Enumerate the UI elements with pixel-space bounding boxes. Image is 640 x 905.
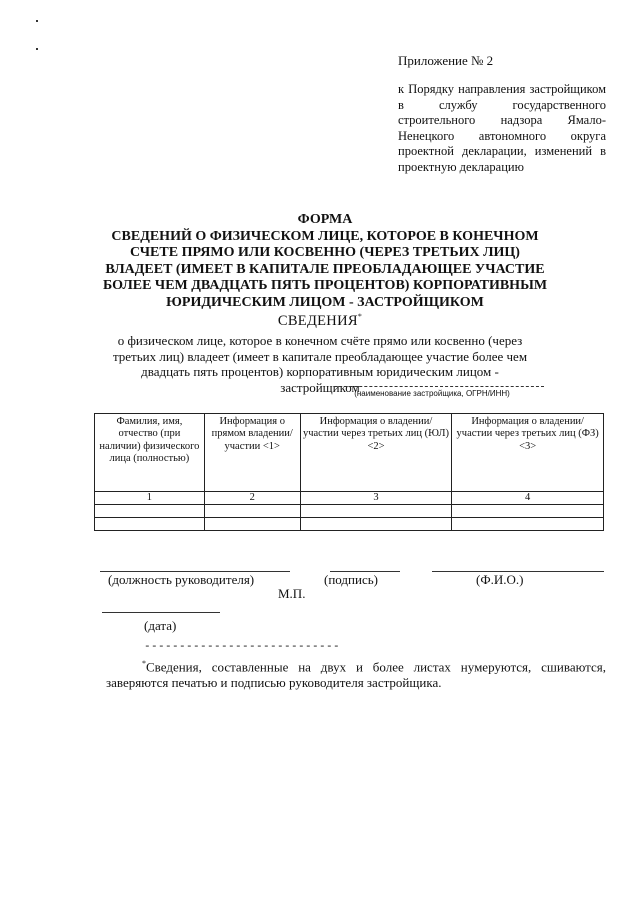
table-cell[interactable] [452, 505, 604, 518]
footnote-mark: * [142, 659, 146, 668]
table-number-row [95, 492, 604, 505]
column-number: 2 [204, 492, 300, 505]
table-cell[interactable] [204, 518, 300, 531]
table-header-cell: Фамилия, имя, отчество (при наличии) физического лица (полностью) [95, 414, 205, 492]
developer-name-caption: (наименование застройщика, ОГРН/ИНН) [354, 389, 510, 398]
owner-info-table [94, 413, 604, 531]
table-cell[interactable] [300, 505, 452, 518]
scan-speck [36, 48, 38, 50]
form-title-line1: ФОРМА [297, 212, 353, 227]
table-cell[interactable] [95, 505, 205, 518]
column-number: 1 [95, 492, 205, 505]
table-header-cell: Информация о владении/участии через третьих лиц (ЮЛ) <2> [300, 414, 452, 492]
stamp-label: М.П. [278, 586, 306, 601]
appendix-title: Приложение № 2 [398, 53, 494, 68]
footnote-text [106, 656, 606, 691]
form-title [95, 212, 555, 311]
table-cell[interactable] [300, 518, 452, 531]
table-row [95, 518, 604, 531]
svedeniya-heading [0, 312, 640, 330]
table-header-row [95, 414, 604, 492]
date-label: (дата) [144, 618, 177, 633]
table-cell[interactable] [95, 518, 205, 531]
date-line[interactable] [102, 612, 220, 613]
svedeniya-description-text: о физическом лице, которое в конечном счёте прямо или косвенно (через третьих лиц) владеет (имеет в капитале преобладающее участие более чем двадцать пять процентов) корпоративным юридическим лицом - застройщиком [112, 333, 528, 395]
footnote-mark: * [357, 312, 363, 321]
table-cell[interactable] [452, 518, 604, 531]
developer-name-field[interactable] [334, 374, 544, 387]
fio-label: (Ф.И.О.) [476, 572, 524, 587]
form-title-line2: СВЕДЕНИЙ О ФИЗИЧЕСКОМ ЛИЦЕ, КОТОРОЕ В КОНЕЧНОМ СЧЕТЕ ПРЯМО ИЛИ КОСВЕННО (ЧЕРЕЗ ТРЕТЬИХ ЛИЦ) ВЛАДЕЕТ (ИМЕЕТ В КАПИТАЛЕ ПРЕОБЛАДАЮЩЕЕ УЧАСТИЕ БОЛЕЕ ЧЕМ ДВАДЦАТЬ ПЯТЬ ПРОЦЕНТОВ) КОРПОРАТИВНЫМ ЮРИДИЧЕСКИМ ЛИЦОМ - ЗАСТРОЙЩИКОМ [102, 228, 548, 310]
footnote-separator: ---------------------------- [144, 641, 341, 653]
table-cell[interactable] [204, 505, 300, 518]
appendix-text: к Порядку направления застройщиком в службу государственного строительного надзора Ямало-Ненецкого автономного округа проектной декларации, изменений в проектную декларацию [398, 82, 606, 174]
column-number: 4 [452, 492, 604, 505]
svedeniya-heading-text: СВЕДЕНИЯ [277, 312, 358, 329]
table-row [95, 505, 604, 518]
scan-speck [36, 20, 38, 22]
table-header-cell: Информация о прямом владении/участии <1> [204, 414, 300, 492]
position-label: (должность руководителя) [108, 572, 255, 587]
signature-label: (подпись) [324, 572, 378, 587]
footnote-body: Сведения, составленные на двух и более листах нумеруются, сшиваются, заверяются печатью и подписью руководителя застройщика. [106, 659, 606, 691]
column-number: 3 [300, 492, 452, 505]
table-header-cell: Информация о владении/участии через третьих лиц (ФЗ) <3> [452, 414, 604, 492]
